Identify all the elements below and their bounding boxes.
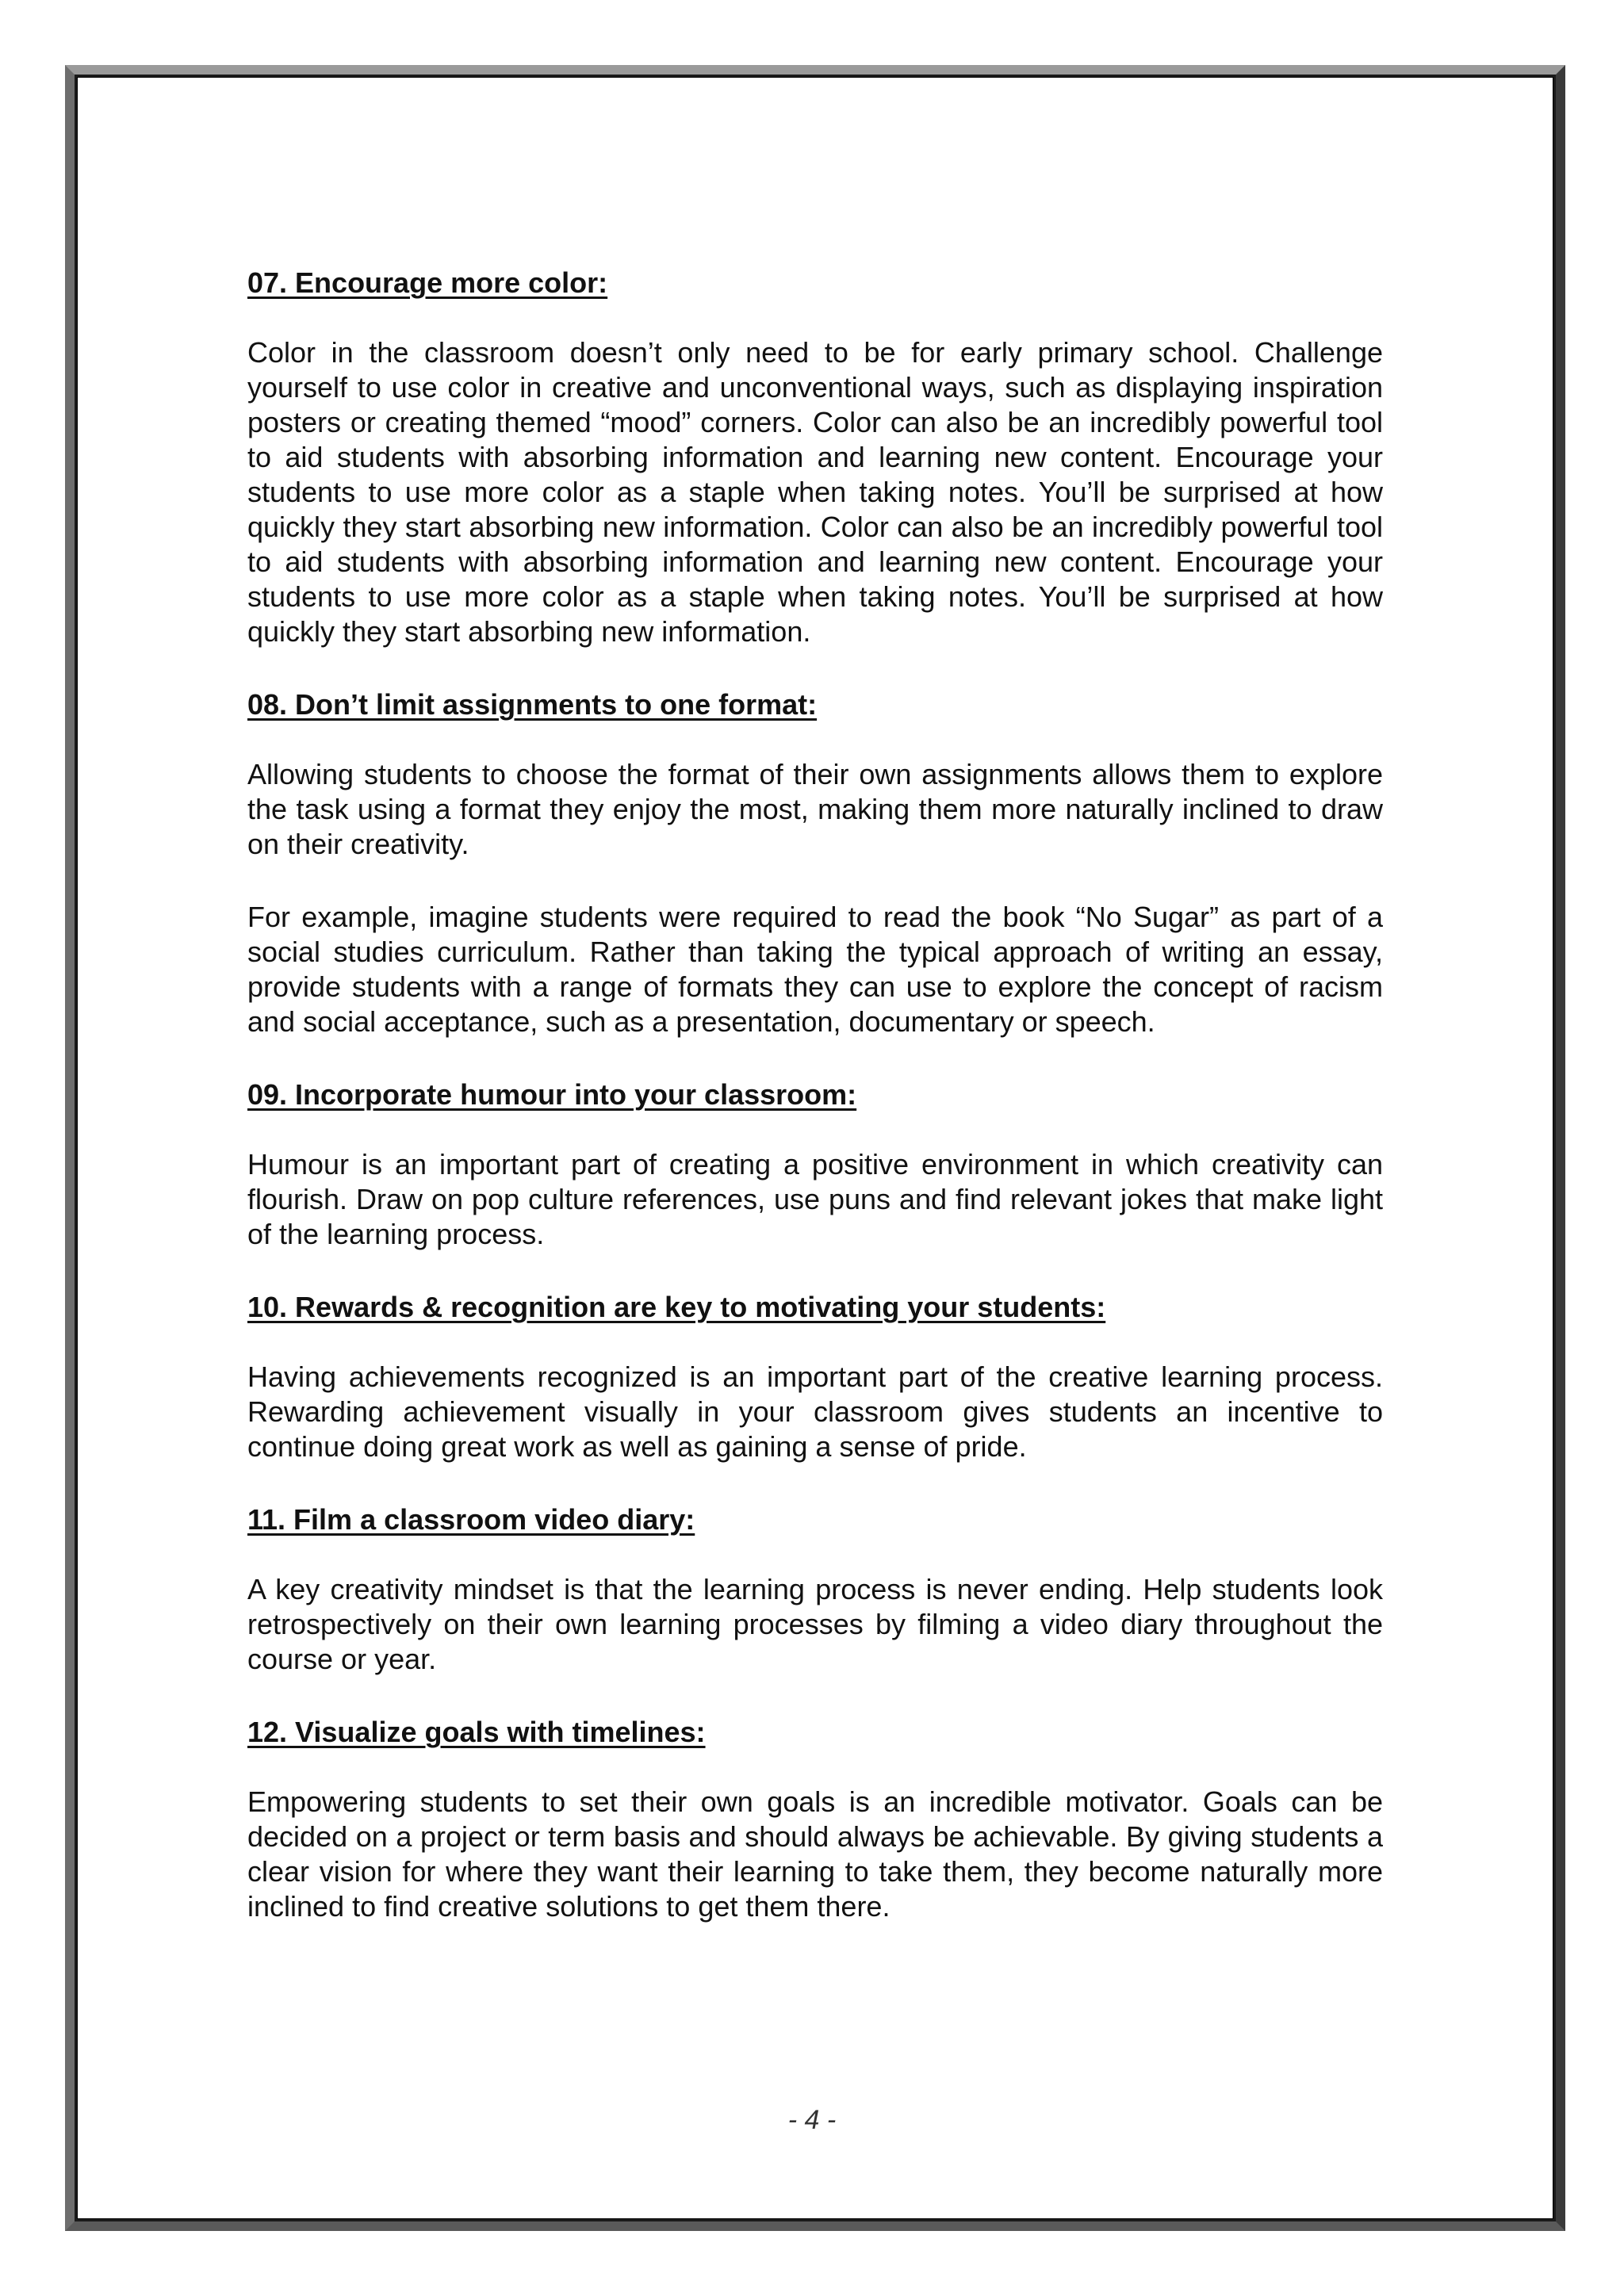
section-11 — [247, 1502, 1383, 1677]
section-heading: 11. Film a classroom video diary: — [247, 1503, 695, 1536]
section-heading: 10. Rewards & recognition are key to motivating your students: — [247, 1291, 1106, 1323]
section-paragraph: Empowering students to set their own goals is an incredible motivator. Goals can be decided on a project or term basis and should always be achievable. By giving students a clear vision for where they want their learning to take them, they become naturally more inclined to find creative solutions to get them there. — [247, 1785, 1383, 1923]
section-heading: 08. Don’t limit assignments to one format: — [247, 688, 818, 721]
section-09 — [247, 1077, 1383, 1252]
section-07 — [247, 266, 1383, 649]
section-paragraph: Humour is an important part of creating a positive environment in which creativity can flourish. Draw on pop culture references, use puns and find relevant jokes that make light of the learning process. — [247, 1148, 1383, 1250]
section-10 — [247, 1290, 1383, 1464]
section-heading: 07. Encourage more color: — [247, 266, 608, 299]
page-number: - 4 - — [787, 2105, 837, 2135]
section-08 — [247, 687, 1383, 1039]
section-paragraph: Having achievements recognized is an important part of the creative learning process. Rewarding achievement visually in your classroom gives students an incentive to continue doing great work as well as gaining a sense of pride. — [247, 1360, 1383, 1463]
section-heading: 12. Visualize goals with timelines: — [247, 1716, 706, 1748]
section-paragraph: For example, imagine students were required to read the book “No Sugar” as part of a social studies curriculum. Rather than taking the typical approach of writing an essay, provide students with a range of formats they can use to explore the concept of racism and social acceptance, such as a presentation, documentary or speech. — [247, 901, 1383, 1038]
document-body — [247, 266, 1383, 1962]
section-12 — [247, 1715, 1383, 1924]
section-paragraph: A key creativity mindset is that the learning process is never ending. Help students look retrospectively on their own learning processes by filming a video diary throughout the course or year. — [247, 1573, 1383, 1675]
section-paragraph: Color in the classroom doesn’t only need to be for early primary school. Challenge yourself to use color in creative and unconventional ways, such as displaying inspiration posters or creating themed “mood” corners. Color can also be an incredibly powerful tool to aid students with absorbing information and learning new content. Encourage your students to use more color as a staple when taking notes. You’ll be surprised at how quickly they start absorbing new information. Color can also be an incredibly powerful tool to aid students with absorbing information and learning new content. Encourage your students to use more color as a staple when taking notes. You’ll be surprised at how quickly they start absorbing new information. — [247, 336, 1383, 648]
section-heading: 09. Incorporate humour into your classroom: — [247, 1078, 857, 1111]
section-paragraph: Allowing students to choose the format of their own assignments allows them to explore the task using a format they enjoy the most, making them more naturally inclined to draw on their creativity. — [247, 758, 1383, 860]
